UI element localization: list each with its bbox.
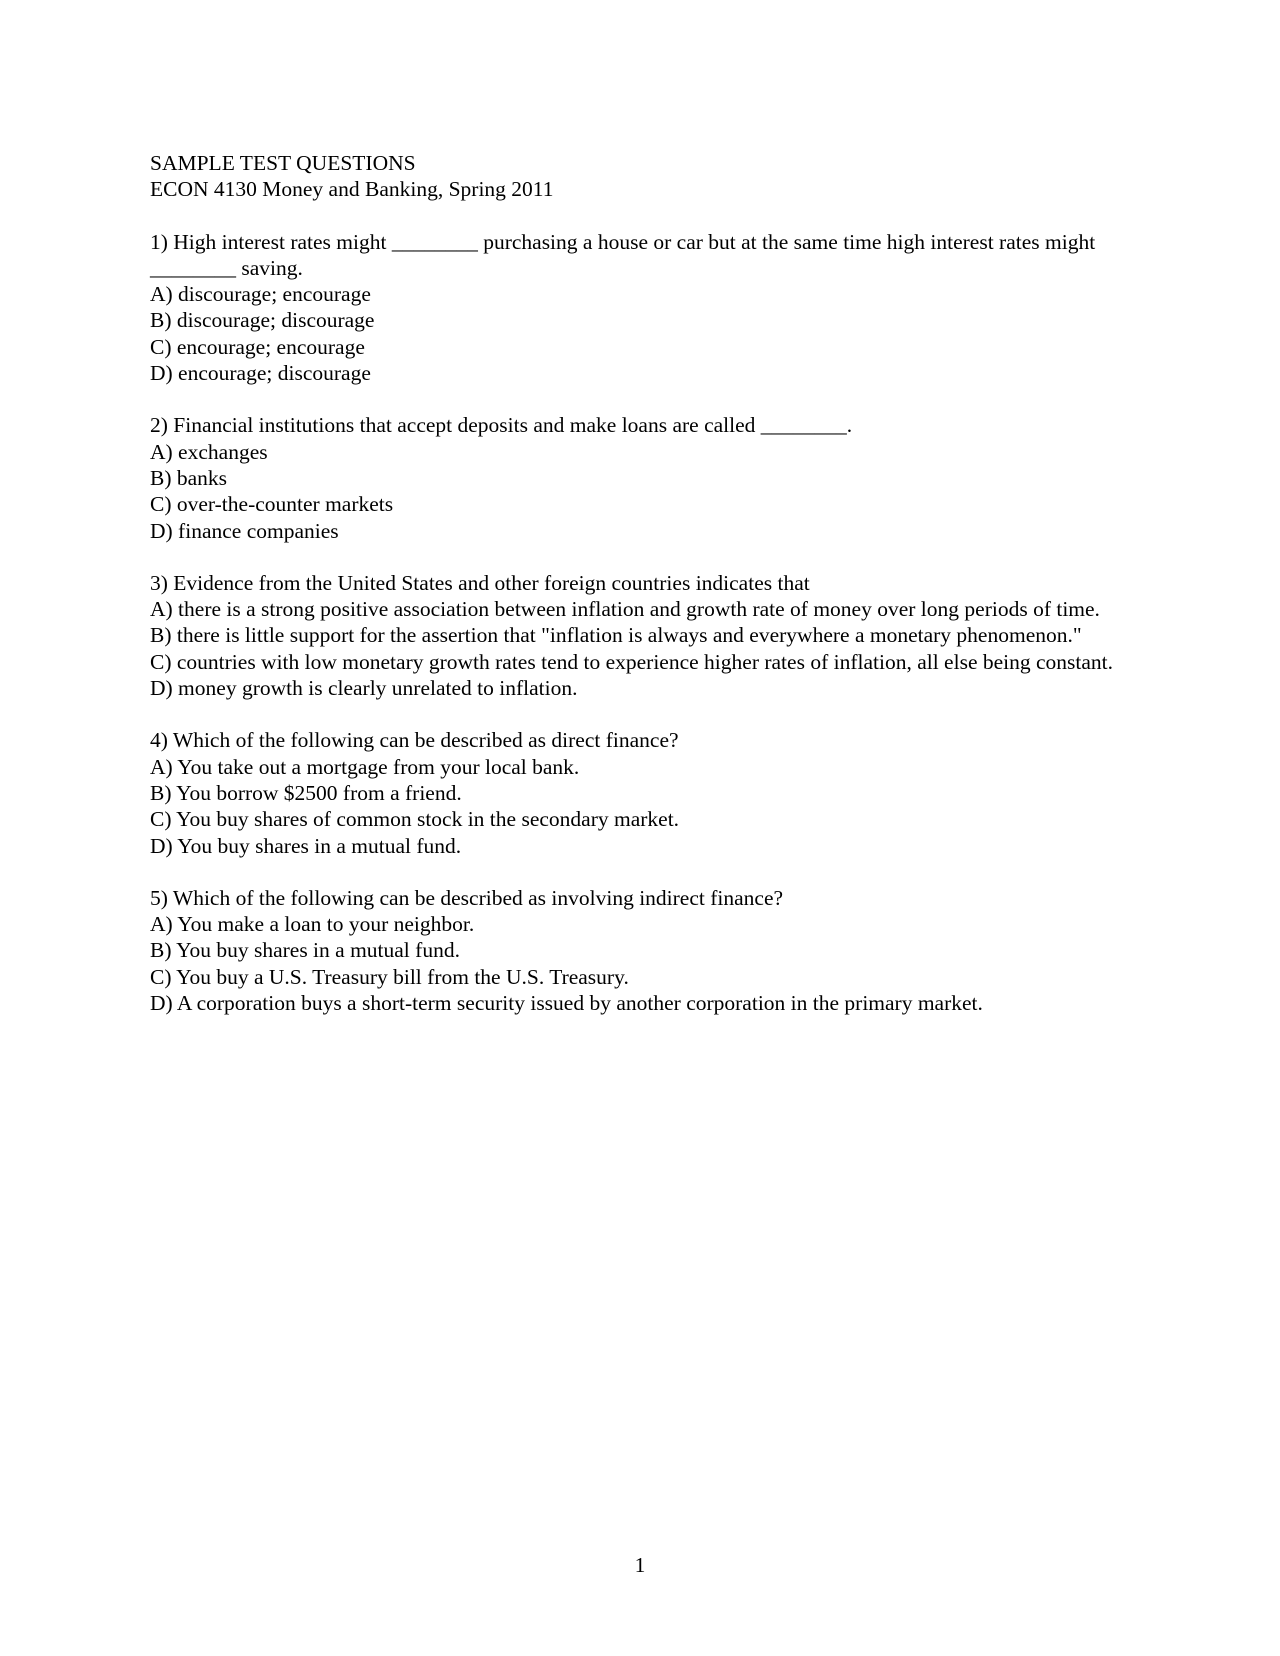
option-b: B) there is little support for the assertion that "inflation is always and everywhere a monetary phenomenon." <box>150 623 1082 648</box>
question-stem: 2) Financial institutions that accept deposits and make loans are called ________. <box>150 413 853 438</box>
question-stem: 5) Which of the following can be described as involving indirect finance? <box>150 885 784 910</box>
option-b: B) banks <box>150 465 228 490</box>
page-number: 1 <box>634 1553 646 1577</box>
question-stem: 1) High interest rates might ________ purchasing a house or car but at the same time high interest rates might ________ saving. <box>150 229 1096 280</box>
option-b: B) discourage; discourage <box>150 308 375 333</box>
question-3 <box>150 570 1130 701</box>
option-d: D) A corporation buys a short-term security issued by another corporation in the primary market. <box>150 991 983 1016</box>
option-c: C) encourage; encourage <box>150 334 365 359</box>
option-a: A) discourage; encourage <box>150 282 371 307</box>
option-c: C) You buy a U.S. Treasury bill from the U.S. Treasury. <box>150 964 629 989</box>
course-line: ECON 4130 Money and Banking, Spring 2011 <box>150 177 554 202</box>
option-d: D) encourage; discourage <box>150 361 371 386</box>
option-c: C) You buy shares of common stock in the secondary market. <box>150 807 680 832</box>
option-d: D) You buy shares in a mutual fund. <box>150 833 462 858</box>
option-d: D) finance companies <box>150 518 339 543</box>
option-a: A) there is a strong positive association between inflation and growth rate of money over long periods of time. <box>150 597 1100 622</box>
option-b: B) You buy shares in a mutual fund. <box>150 938 460 963</box>
option-b: B) You borrow $2500 from a friend. <box>150 780 462 805</box>
option-a: A) You take out a mortgage from your local bank. <box>150 754 580 779</box>
document-title: SAMPLE TEST QUESTIONS <box>150 151 416 175</box>
option-a: A) exchanges <box>150 439 268 464</box>
option-c: C) countries with low monetary growth rates tend to experience higher rates of inflation, all else being constant. <box>150 649 1114 674</box>
option-a: A) You make a loan to your neighbor. <box>150 912 475 937</box>
option-d: D) money growth is clearly unrelated to inflation. <box>150 676 578 701</box>
document-page <box>150 150 1130 1016</box>
question-1 <box>150 229 1130 387</box>
question-5 <box>150 885 1130 1016</box>
question-4 <box>150 727 1130 858</box>
question-stem: 4) Which of the following can be described as direct finance? <box>150 728 679 753</box>
question-2 <box>150 412 1130 543</box>
question-stem: 3) Evidence from the United States and other foreign countries indicates that <box>150 570 810 595</box>
option-c: C) over-the-counter markets <box>150 492 394 517</box>
